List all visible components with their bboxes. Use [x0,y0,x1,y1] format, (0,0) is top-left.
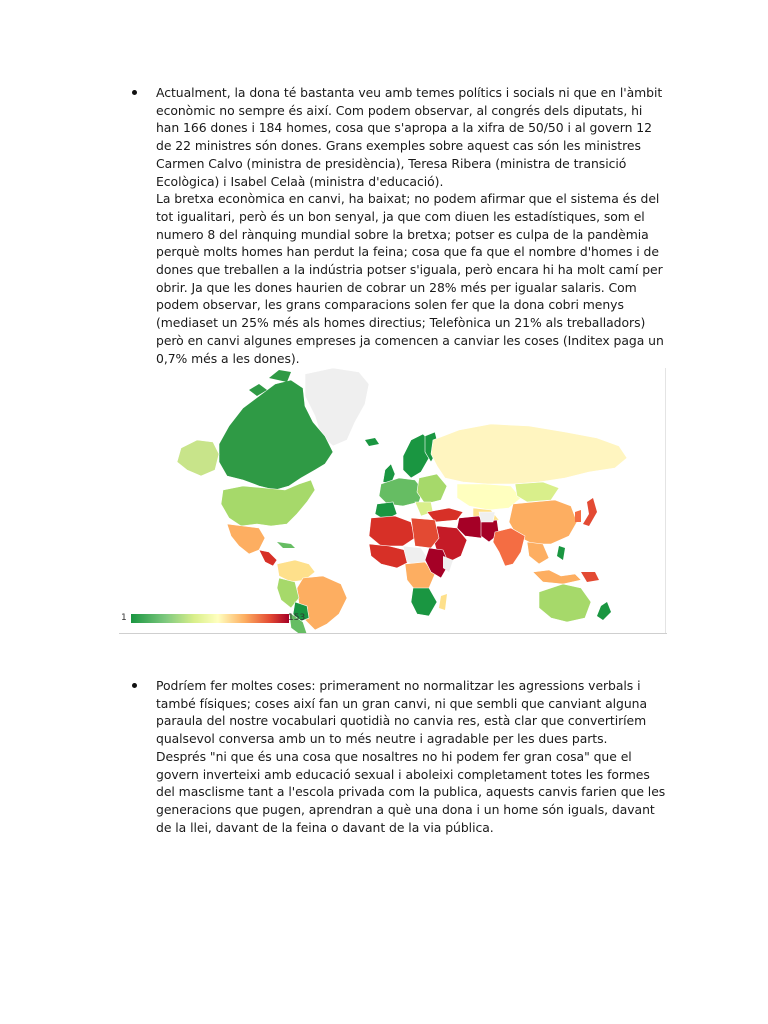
bullet-point-icon [132,90,137,95]
map-region-madagascar [439,594,447,610]
map-region-russia [431,424,627,484]
map-region-indonesia [533,570,581,584]
map-region-caribbean [277,542,295,548]
map-region-india [493,528,525,566]
bullet-item-proposals [156,677,666,836]
map-region-alaska [177,440,219,476]
map-region-new-zealand [597,602,611,620]
legend-gradient-bar [131,614,289,623]
map-region-afghanistan [479,512,495,522]
map-region-central-america [259,550,277,566]
map-region-kazakhstan [457,484,521,510]
map-region-philippines [557,546,565,560]
map-region-southeast-asia [527,542,549,564]
map-region-mexico [227,524,265,554]
figure-border-bottom [119,633,667,634]
paragraph-sexual-education: Després "ni que és una cosa que nosaltres no hi podem fer gran cosa" que el govern inverteixi amb educació sexual i aboleixi completament totes les formes del masclisme tant a l'escola privada com la publica, aquests canvis farien que les generacions que pugen, aprendran a què una dona i un home són iguals, davant de la llei, davant de la feina o davant de la via pública. [156,748,666,835]
map-region-papua [581,572,599,582]
map-region-southern-africa [411,588,437,616]
map-region-iceland [365,438,379,446]
map-region-east-europe [417,474,447,504]
world-choropleth-map [119,366,667,634]
legend-max-label: 153 [288,613,306,623]
paragraph-verbal-aggressions: Podríem fer moltes coses: primerament no normalitzar les agressions verbals i també físiques; coses així fan un gran canvi, ni que sembli que canviant alguna paraula del nostre vocabulari quotidià no canvia res, està clar que convertiríem qualsevol conversa amb un to més neutre i agradable per les dues parts. [156,678,647,747]
map-region-japan [583,498,597,526]
map-region-australia [539,584,591,622]
figure-border-right [665,368,666,634]
bullet-item-politics [156,84,666,367]
legend-min-label: 1 [121,613,127,623]
map-region-north-africa-west [369,516,415,546]
paragraph-economic-gap: La bretxa econòmica en canvi, ha baixat; no podem afirmar que el sistema és del tot igualitari, però és un bon senyal, ja que com diuen les estadístiques, som el numero 8 del rànquing mundial sobre la bretxa; potser es culpa de la pandèmia perquè molts homes han perdut la feina; cosa que fa que el nombre d'homes i de dones que treballen a la indústria potser s'iguala, però encara hi ha molt camí per obrir. Ja que les dones haurien de cobrar un 28% més per igualar salaris. Com podem observar, les grans comparacions solen fer que la dona cobri menys (mediaset un 25% més als homes directius; Telefònica un 21% als treballadors) però en canvi algunes empreses ja comencen a canviar les coses (Inditex paga un 0,7% més a les dones). [156,191,664,366]
map-region-north-africa-east [411,518,439,548]
world-map-figure [119,366,667,634]
map-region-west-africa [369,544,409,568]
map-region-korea [575,510,581,522]
map-region-mongolia [515,482,559,502]
bullet-point-icon [132,683,137,688]
paragraph-political-voice: Actualment, la dona té bastanta veu amb temes polítics i socials ni que en l'àmbit econòmic no sempre és així. Com podem observar, al congrés dels diputats, hi han 166 dones i 184 homes, cosa que s'apropa a la xifra de 50/50 i al govern 12 de 22 ministres són dones. Grans exemples sobre aquest cas són les ministres Carmen Calvo (ministra de presidència), Teresa Ribera (ministra de transició Ecològica) i Isabel Celaà (ministra d'educació). [156,85,663,189]
